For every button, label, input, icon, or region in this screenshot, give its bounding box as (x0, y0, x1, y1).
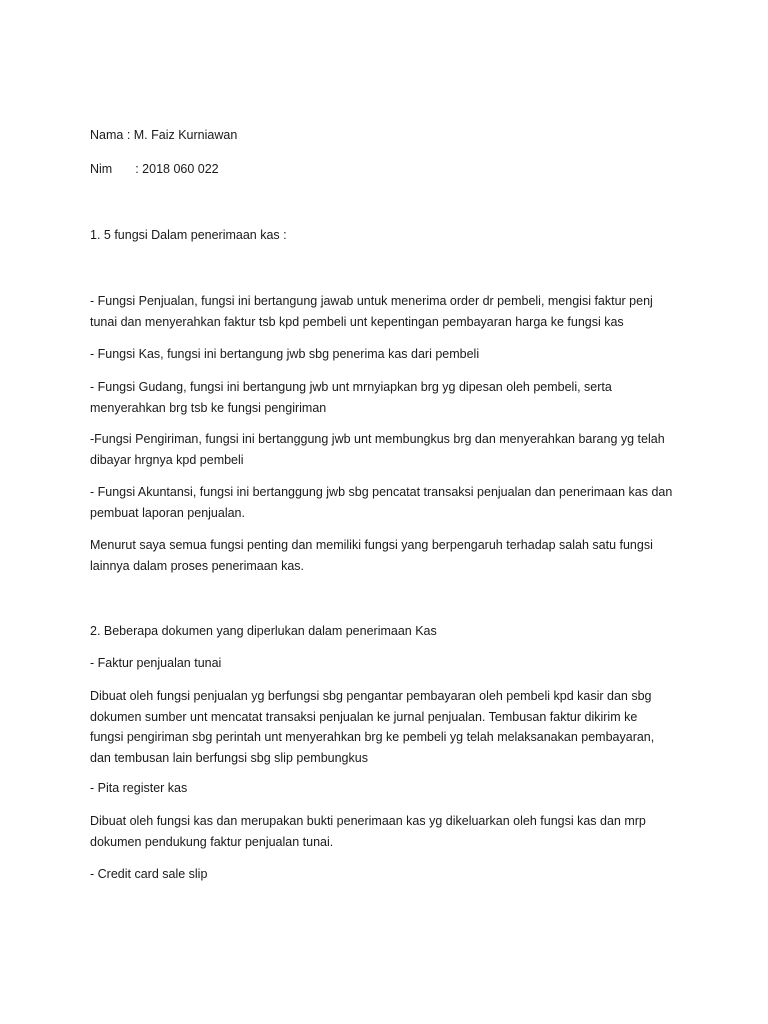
paragraph-line: dokumen pendukung faktur penjualan tunai. (90, 834, 334, 849)
paragraph-fungsi-penjualan (90, 291, 690, 332)
heading-faktur-penjualan (90, 653, 690, 674)
paragraph-line: - Fungsi Gudang, fungsi ini bertangung jwb unt mrnyiapkan brg yg dipesan oleh pembeli, serta (90, 380, 612, 394)
student-nim (90, 159, 690, 179)
paragraph-line: - Pita register kas (90, 781, 188, 795)
paragraph-pita-register (90, 811, 690, 852)
heading-credit-card-slip (90, 864, 690, 885)
paragraph-line: - Credit card sale slip (90, 867, 208, 881)
paragraph-opinion (90, 535, 690, 576)
paragraph-fungsi-kas (90, 344, 690, 365)
heading-pita-register (90, 778, 690, 799)
paragraph-line: fungsi pengiriman sbg perintah unt menyerahkan brg ke pembeli yg telah melaksanakan pembayaran, (90, 730, 655, 744)
paragraph-line: Dibuat oleh fungsi penjualan yg berfungsi sbg pengantar pembayaran oleh pembeli kpd kasir dan sbg (90, 689, 652, 703)
nim-value: : 2018 060 022 (135, 162, 219, 176)
nim-label: Nim (90, 162, 113, 176)
paragraph-line: Dibuat oleh fungsi kas dan merupakan bukti penerimaan kas yg dikeluarkan oleh fungsi kas dan mrp (90, 814, 646, 828)
paragraph-line: pembuat laporan penjualan. (90, 505, 245, 520)
paragraph-line: dokumen sumber unt mencatat transaksi penjualan ke jurnal penjualan. Tembusan faktur dikirim ke (90, 709, 638, 724)
paragraph-fungsi-akuntansi (90, 482, 690, 523)
paragraph-line: dan tembusan lain berfungsi sbg slip pembungkus (90, 750, 368, 765)
paragraph-line: tunai dan menyerahkan faktur tsb kpd pembeli unt kepentingan pembayaran harga ke fungsi kas (90, 314, 624, 329)
section-1-title: 1. 5 fungsi Dalam penerimaan kas : (90, 228, 287, 242)
section-2-title: 2. Beberapa dokumen yang diperlukan dalam penerimaan Kas (90, 624, 437, 638)
paragraph-line: -Fungsi Pengiriman, fungsi ini bertanggung jwb unt membungkus brg dan menyerahkan barang yg telah (90, 432, 665, 446)
paragraph-line: Menurut saya semua fungsi penting dan memiliki fungsi yang berpengaruh terhadap salah satu fungsi (90, 538, 653, 552)
paragraph-fungsi-pengiriman (90, 429, 690, 470)
paragraph-line: - Faktur penjualan tunai (90, 656, 222, 670)
paragraph-line: - Fungsi Penjualan, fungsi ini bertangung jawab untuk menerima order dr pembeli, mengisi faktur penj (90, 294, 653, 308)
paragraph-line: menyerahkan brg tsb ke fungsi pengiriman (90, 400, 327, 415)
paragraph-faktur-penjualan (90, 686, 690, 768)
paragraph-line: - Fungsi Akuntansi, fungsi ini bertanggung jwb sbg pencatat transaksi penjualan dan penerimaan kas dan (90, 485, 673, 499)
paragraph-fungsi-gudang (90, 377, 690, 418)
paragraph-line: dibayar hrgnya kpd pembeli (90, 452, 244, 467)
paragraph-line: lainnya dalam proses penerimaan kas. (90, 558, 305, 573)
student-name: Nama : M. Faiz Kurniawan (90, 128, 238, 142)
paragraph-line: - Fungsi Kas, fungsi ini bertangung jwb sbg penerima kas dari pembeli (90, 347, 480, 361)
